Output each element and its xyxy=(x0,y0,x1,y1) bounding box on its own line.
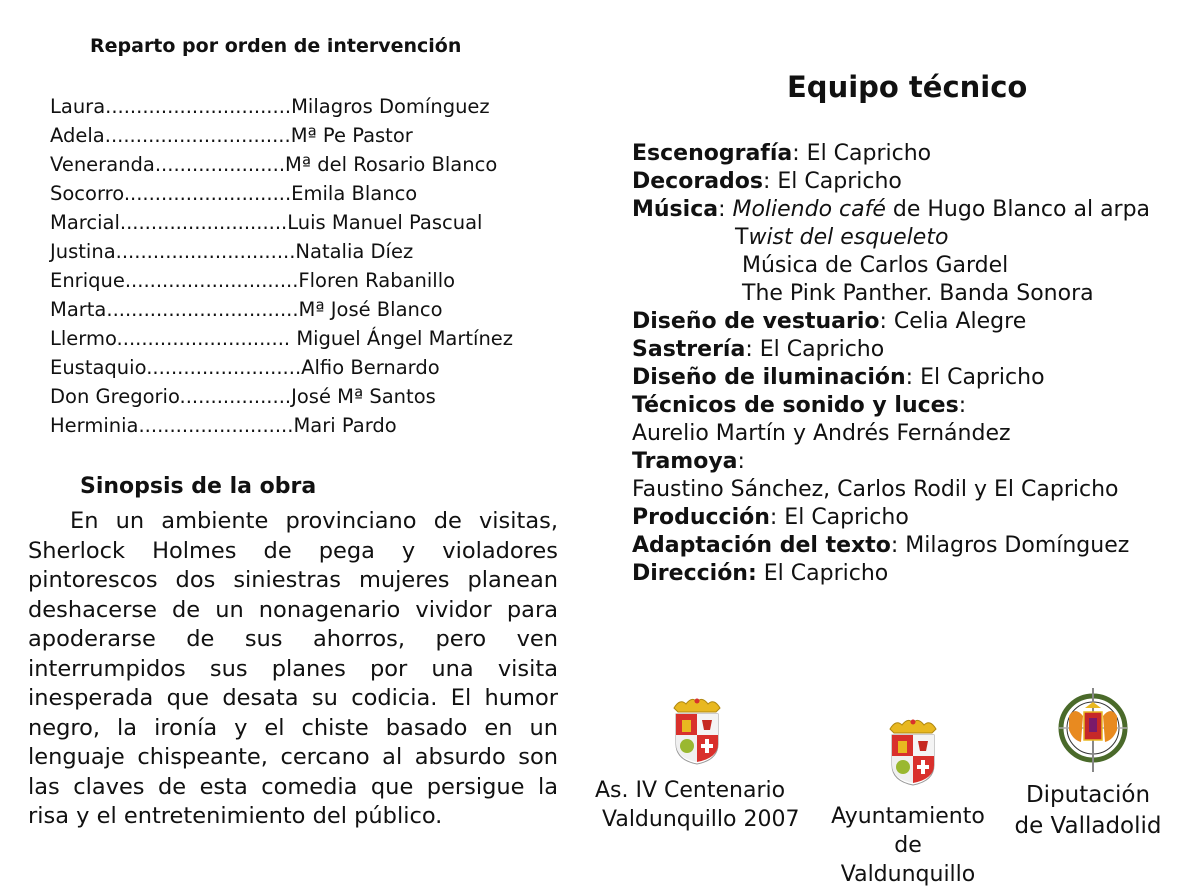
actor: José Mª Santos xyxy=(291,385,436,408)
leader-dots: ............................. xyxy=(115,240,296,263)
role: Veneranda xyxy=(50,153,155,176)
credit-value: : El Capricho xyxy=(769,505,909,530)
credit-value: : xyxy=(737,449,745,474)
role: Marta xyxy=(50,298,107,321)
actor: Mª José Blanco xyxy=(298,298,443,321)
cast-row xyxy=(50,179,513,208)
credit-label: Diseño de iluminación xyxy=(632,365,906,390)
cast-row xyxy=(50,411,513,440)
cast-row xyxy=(50,382,513,411)
credit-adaptacion xyxy=(632,532,1150,560)
synopsis-body: En un ambiente provinciano de visitas, Sherlock Holmes de pega y violadores pintorescos dos siniestras mujeres planean deshacerse de un nonagenario vividor para apoderarse de sus ahorros, pero ven interrumpidos sus planes por una visita inesperada que desata su codicia. El humor negro, la ironía y el chiste basado en un lenguaje chispeante, cercano al absurdo son las claves de esta comedia que persigue la risa y el entretenimiento del público. xyxy=(28,508,558,829)
role: Socorro xyxy=(50,182,124,205)
credit-iluminacion xyxy=(632,364,1150,392)
crown xyxy=(890,720,936,734)
actor: Miguel Ángel Martínez xyxy=(296,327,514,350)
leader-dots: ........................... xyxy=(119,211,288,234)
credit-value: : El Capricho xyxy=(792,141,932,166)
cast-row xyxy=(50,266,513,295)
leader-dots: .............................. xyxy=(105,95,292,118)
credit-value: : El Capricho xyxy=(763,169,902,194)
actor: Floren Rabanillo xyxy=(298,269,456,292)
role: Herminia xyxy=(50,414,139,437)
credit-musica xyxy=(632,196,1150,224)
role: Marcial xyxy=(50,211,120,234)
cast-row xyxy=(50,150,513,179)
sep: : xyxy=(718,197,733,222)
leader-dots: .................. xyxy=(179,385,292,408)
cast-row xyxy=(50,295,513,324)
credit-sastreria xyxy=(632,336,1150,364)
credit-direccion xyxy=(632,560,1150,588)
song-initial: T xyxy=(735,225,749,250)
credit-value: : El Capricho xyxy=(745,337,885,362)
cast-row xyxy=(50,121,513,150)
credit-value: : xyxy=(958,393,967,418)
actor: Mª del Rosario Blanco xyxy=(285,153,498,176)
sponsor-name: Valdunquillo 2007 xyxy=(602,807,800,832)
role: Adela xyxy=(50,124,105,147)
credit-musica-line4: The Pink Panther. Banda Sonora xyxy=(742,281,1094,306)
cast-row xyxy=(50,353,513,382)
song-title: Moliendo café xyxy=(732,197,886,222)
sponsor-name: Diputación xyxy=(1025,782,1151,808)
leader-dots: .............................. xyxy=(104,124,291,147)
song-title: wist del esqueleto xyxy=(748,225,949,250)
credit-value: El Capricho xyxy=(756,561,889,586)
credit-value: de Hugo Blanco al arpa xyxy=(885,197,1151,222)
leader-dots: ......................... xyxy=(146,356,302,379)
cast-row xyxy=(50,324,513,353)
credit-value: : El Capricho xyxy=(905,365,1045,390)
role: Justina xyxy=(50,240,116,263)
credit-label: Técnicos de sonido y luces xyxy=(632,393,959,418)
tech-list xyxy=(632,140,1150,588)
credit-label: Diseño de vestuario xyxy=(632,309,880,334)
sponsor-name: Valdunquillo xyxy=(840,862,976,887)
role: Eustaquio xyxy=(50,356,147,379)
leader-dots: ............................ xyxy=(124,269,299,292)
sponsor-name: de xyxy=(894,833,922,858)
leader-dots: ............................... xyxy=(106,298,299,321)
credit-escenografia xyxy=(632,140,1150,168)
credit-label: Escenografía xyxy=(632,141,793,166)
cast-row xyxy=(50,237,513,266)
leader-dots: ............................ xyxy=(116,327,297,350)
crown xyxy=(674,699,720,713)
leader-dots: ......................... xyxy=(138,414,294,437)
credit-tramoya xyxy=(632,448,1150,476)
actor: Mari Pardo xyxy=(293,414,397,437)
leader-dots: ..................... xyxy=(154,153,286,176)
credit-decorados xyxy=(632,168,1150,196)
tech-title: Equipo técnico xyxy=(787,70,1028,104)
credit-value: : Milagros Domínguez xyxy=(890,533,1130,558)
actor: Luis Manuel Pascual xyxy=(287,211,483,234)
credit-sonido-names: Aurelio Martín y Andrés Fernández xyxy=(632,421,1011,446)
cast-title: Reparto por orden de intervención xyxy=(90,35,462,57)
cast-row xyxy=(50,92,513,121)
credit-label: Producción xyxy=(632,505,770,530)
diputacion-emblem-icon xyxy=(1055,686,1131,774)
sponsor-asociacion xyxy=(595,776,799,834)
sponsor-diputacion xyxy=(1008,780,1168,842)
credit-produccion xyxy=(632,504,1150,532)
credit-vestuario xyxy=(632,308,1150,336)
cast-list xyxy=(50,92,513,440)
credit-label: Música xyxy=(632,197,719,222)
sponsor-name: de Valladolid xyxy=(1014,813,1162,839)
actor: Milagros Domínguez xyxy=(291,95,490,118)
credit-tramoya-names: Faustino Sánchez, Carlos Rodil y El Capricho xyxy=(632,477,1119,502)
synopsis-title: Sinopsis de la obra xyxy=(80,474,317,499)
credit-label: Sastrería xyxy=(632,337,746,362)
credit-musica-line2 xyxy=(632,224,1150,252)
role: Enrique xyxy=(50,269,125,292)
credit-label: Dirección: xyxy=(632,561,757,586)
credit-musica-line3: Música de Carlos Gardel xyxy=(742,253,1009,278)
sponsor-name: Ayuntamiento xyxy=(831,804,985,829)
actor: Mª Pe Pastor xyxy=(290,124,413,147)
coat-of-arms-icon xyxy=(882,714,944,790)
sponsor-ayuntamiento xyxy=(826,802,990,889)
actor: Emila Blanco xyxy=(291,182,418,205)
cast-row xyxy=(50,208,513,237)
credit-label: Decorados xyxy=(632,169,763,194)
role: Laura xyxy=(50,95,106,118)
credit-sonido xyxy=(632,392,1150,420)
credit-value: : Celia Alegre xyxy=(879,309,1027,334)
coat-of-arms-icon xyxy=(666,696,728,766)
credit-label: Adaptación del texto xyxy=(632,533,891,558)
actor: Natalia Díez xyxy=(295,240,414,263)
role: Don Gregorio xyxy=(50,385,180,408)
role: Llermo xyxy=(50,327,117,350)
leader-dots: ........................... xyxy=(123,182,292,205)
credit-label: Tramoya xyxy=(632,449,738,474)
actor: Alfio Bernardo xyxy=(301,356,440,379)
sponsor-name: As. IV Centenario xyxy=(595,778,786,803)
